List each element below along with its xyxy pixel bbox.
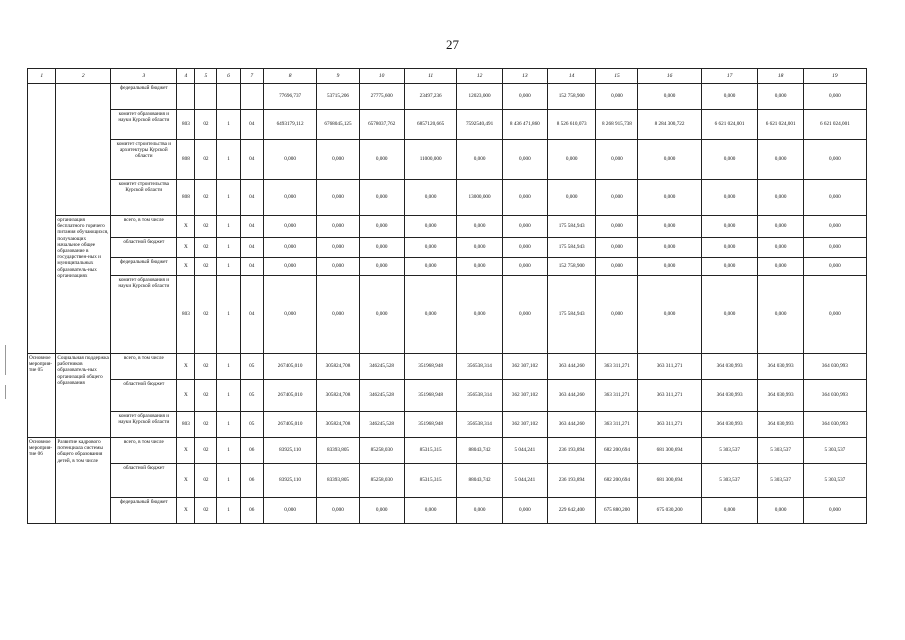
header-cell: 1 [28,69,56,84]
table-cell: 362 307,102 [502,380,547,412]
table-cell: 0,000 [596,180,638,216]
table-cell: 305824,708 [317,354,359,380]
table-cell: 0,000 [803,238,866,258]
header-cell: 17 [701,69,758,84]
table-cell: 6493179,112 [263,110,317,140]
table-cell: 229 642,400 [547,498,595,524]
funding-source-cell: комитет строительства и архитектуры Курской области [111,140,177,180]
table-row [28,216,867,238]
table-cell: 0,000 [638,140,701,180]
header-cell: 3 [111,69,177,84]
table-cell: 6 621 024,001 [701,110,758,140]
table-cell: 0,000 [701,276,758,354]
table-cell: 8 526 610,073 [547,110,595,140]
table-cell: 0,000 [758,276,803,354]
table-cell: 1 [217,180,240,216]
table-cell: 351968,948 [404,412,457,438]
header-cell: 15 [596,69,638,84]
table-cell: Х [177,216,195,238]
table-cell: 346245,528 [359,380,404,412]
table-cell: 236 193,894 [547,438,595,464]
table-row [28,354,867,380]
table-cell: 5 044,241 [502,438,547,464]
table-cell: 0,000 [263,216,317,238]
table-cell: 0,000 [359,238,404,258]
table-cell: 02 [195,258,217,276]
table-cell: 0,000 [404,258,457,276]
funding-source-cell: федеральный бюджет [111,498,177,524]
table-cell: 0,000 [596,216,638,238]
table-cell: 267405,010 [263,380,317,412]
table-cell: 8 268 915,738 [596,110,638,140]
header-cell: 5 [195,69,217,84]
table-cell: 02 [195,180,217,216]
table-cell: 0,000 [701,238,758,258]
table-cell: 152 758,900 [547,258,595,276]
table-cell: 681 300,694 [638,464,701,498]
table-cell: 0,000 [359,258,404,276]
activity-cell: Социальная поддержка работников образователь-ных организаций общего образования [56,354,111,438]
table-cell: 1 [217,110,240,140]
table-cell: 0,000 [317,276,359,354]
table-cell: 02 [195,380,217,412]
table-cell: 364 030,993 [758,354,803,380]
table-cell: 5 303,537 [758,464,803,498]
header-row [28,69,867,84]
table-cell: 02 [195,464,217,498]
table-cell: Х [177,354,195,380]
table-cell: 1 [217,258,240,276]
table-cell: 0,000 [263,180,317,216]
table-cell: 0,000 [359,180,404,216]
table-cell: 1 [217,498,240,524]
table-cell: 0,000 [638,180,701,216]
table-cell: 0,000 [359,498,404,524]
table-cell: 363 311,271 [596,380,638,412]
table-cell: 363 311,271 [596,354,638,380]
table-cell: 267405,010 [263,354,317,380]
table-cell: 7592540,491 [457,110,502,140]
table-cell: 0,000 [317,140,359,180]
table-cell: 0,000 [404,238,457,258]
table-cell: Х [177,464,195,498]
table-cell: 0,000 [359,276,404,354]
table-cell: 88043,742 [457,438,502,464]
table-cell: 351968,948 [404,354,457,380]
table-cell: 12023,000 [457,84,502,110]
table-cell: 02 [195,276,217,354]
header-cell: 13 [502,69,547,84]
table-cell: 0,000 [404,216,457,238]
table-cell: 06 [240,498,263,524]
table-cell: 363 444,260 [547,380,595,412]
table-cell: 364 030,993 [758,380,803,412]
table-cell: 351968,948 [404,380,457,412]
table-cell: 0,000 [502,238,547,258]
table-cell: 675 030,200 [638,498,701,524]
header-cell: 9 [317,69,359,84]
header-cell: 18 [758,69,803,84]
table-cell: 0,000 [803,216,866,238]
header-cell: 12 [457,69,502,84]
table-cell: 5 303,537 [803,438,866,464]
table-cell: 0,000 [596,258,638,276]
table-cell: 305824,708 [317,380,359,412]
table-cell: 6 621 024,001 [758,110,803,140]
table-cell: 83925,110 [263,464,317,498]
table-cell: 0,000 [457,216,502,238]
table-cell: 0,000 [596,84,638,110]
table-cell: 06 [240,438,263,464]
table-cell: 77696,737 [263,84,317,110]
table-cell: 02 [195,238,217,258]
table-cell: 1 [217,354,240,380]
table-cell: 0,000 [317,498,359,524]
table-cell: 0,000 [263,276,317,354]
table-cell: 0,000 [638,258,701,276]
table-cell: 13000,000 [457,180,502,216]
table-cell: 1 [217,438,240,464]
table-cell: 85258,030 [359,438,404,464]
table-cell: 362 307,102 [502,412,547,438]
header-cell: 14 [547,69,595,84]
table-cell: 0,000 [547,180,595,216]
table-cell: 05 [240,354,263,380]
table-cell: 0,000 [263,140,317,180]
table-cell: 364 030,993 [803,354,866,380]
table-cell: 363 444,260 [547,354,595,380]
funding-source-cell: комитет образования и науки Курской области [111,276,177,354]
table-cell: 0,000 [758,84,803,110]
table-row [28,258,867,276]
activity-cell [56,84,111,216]
table-cell: 0,000 [404,276,457,354]
table-cell: 0,000 [502,180,547,216]
table-cell: 675 880,200 [596,498,638,524]
table-cell: 363 311,271 [638,380,701,412]
table-cell: 364 030,993 [803,380,866,412]
table-cell: 364 030,993 [701,412,758,438]
table-cell: 83393,805 [317,464,359,498]
activity-cell: организация бесплатного горячего питания обучающихся, получающих начальное общее образование в государствен-ных и муниципальных образователь-ных организациях [56,216,111,354]
table-cell: 53715,206 [317,84,359,110]
table-cell: 1 [217,380,240,412]
table-cell: 0,000 [758,216,803,238]
table-cell: 02 [195,412,217,438]
table-cell: 0,000 [263,258,317,276]
table-cell: 85258,030 [359,464,404,498]
funding-source-cell: областной бюджет [111,238,177,258]
header-cell: 8 [263,69,317,84]
funding-source-cell: всего, в том числе [111,354,177,380]
table-cell: 0,000 [502,84,547,110]
table-row [28,140,867,180]
table-cell: 23497,236 [404,84,457,110]
table-cell: 5 303,537 [701,464,758,498]
event-cell: Основное мероприя-тие 05 [28,354,56,438]
table-cell: 364 030,993 [803,412,866,438]
table-cell: 11000,000 [404,140,457,180]
table-row [28,498,867,524]
table-cell: 0,000 [502,216,547,238]
table-cell: 0,000 [758,140,803,180]
scan-margin-mark [5,385,6,399]
table-cell: 0,000 [457,498,502,524]
page-number: 27 [446,37,459,52]
table-cell: 04 [240,258,263,276]
table-cell: Х [177,498,195,524]
table-cell: 364 030,993 [758,412,803,438]
table-cell: 0,000 [803,180,866,216]
table-cell: 364 030,993 [701,380,758,412]
table-cell: 04 [240,238,263,258]
table-cell: 236 193,894 [547,464,595,498]
table-cell: 0,000 [803,258,866,276]
table-cell: 0,000 [502,276,547,354]
table-cell: 0,000 [547,140,595,180]
table-cell: 803 [177,276,195,354]
table-cell: 8 436 471,860 [502,110,547,140]
table-cell: 6578037,762 [359,110,404,140]
table-cell: 808 [177,140,195,180]
table-cell: 682 200,694 [596,464,638,498]
table-cell: 0,000 [758,498,803,524]
table-cell: 04 [240,140,263,180]
table-cell: 02 [195,498,217,524]
table-cell: 0,000 [596,140,638,180]
event-cell: Основное мероприя-тие 06 [28,438,56,524]
table-cell: 02 [195,354,217,380]
header-cell: 2 [56,69,111,84]
table-cell: 0,000 [701,258,758,276]
table-cell: 364 030,993 [701,354,758,380]
table-cell: 1 [217,140,240,180]
table-row [28,438,867,464]
table-cell: 175 584,943 [547,276,595,354]
table-cell: 0,000 [457,276,502,354]
table-cell: 0,000 [701,180,758,216]
table-cell [195,84,217,110]
table-cell: 05 [240,380,263,412]
table-row [28,238,867,258]
table-cell [240,84,263,110]
table-cell: 0,000 [701,84,758,110]
table-cell: 6768045,125 [317,110,359,140]
table-cell: 0,000 [263,498,317,524]
table-cell: 152 758,900 [547,84,595,110]
table-row [28,276,867,354]
table-cell: 85315,315 [404,464,457,498]
table-cell: Х [177,238,195,258]
table-cell: 0,000 [758,180,803,216]
table-cell: 1 [217,412,240,438]
table-cell: 0,000 [701,498,758,524]
table-cell: 0,000 [317,216,359,238]
table-cell: 04 [240,110,263,140]
table-row [28,180,867,216]
table-cell: 0,000 [404,180,457,216]
table-cell: 5 044,241 [502,464,547,498]
header-cell: 7 [240,69,263,84]
table-cell: 0,000 [803,276,866,354]
table-cell: 1 [217,464,240,498]
scan-margin-mark [5,345,6,375]
header-cell: 16 [638,69,701,84]
header-cell: 11 [404,69,457,84]
table-cell: 0,000 [803,84,866,110]
funding-source-cell: всего, в том числе [111,216,177,238]
table-cell: 346245,528 [359,354,404,380]
header-cell: 4 [177,69,195,84]
funding-source-cell: областной бюджет [111,380,177,412]
table-cell: 6857120,665 [404,110,457,140]
table-cell: 0,000 [638,276,701,354]
funding-source-cell: комитет образования и науки Курской области [111,110,177,140]
table-cell: 0,000 [803,140,866,180]
table-cell: 363 311,271 [638,412,701,438]
table-cell: 1 [217,238,240,258]
table-cell: 808 [177,180,195,216]
header-cell: 19 [803,69,866,84]
table-cell: 06 [240,464,263,498]
table-cell: 0,000 [457,140,502,180]
table-cell: 803 [177,412,195,438]
table-cell: 0,000 [803,498,866,524]
table-cell: 0,000 [457,258,502,276]
table-cell: 85315,315 [404,438,457,464]
table-cell: 346245,528 [359,412,404,438]
table-cell: 8 284 300,722 [638,110,701,140]
table-cell: 88043,742 [457,464,502,498]
table-cell: 0,000 [359,140,404,180]
table-cell: 175 584,943 [547,238,595,258]
table-cell: 0,000 [404,498,457,524]
funding-source-cell: федеральный бюджет [111,84,177,110]
table-cell: 83393,805 [317,438,359,464]
table-cell: 356538,314 [457,354,502,380]
table-cell: 0,000 [758,258,803,276]
table-cell: 83925,110 [263,438,317,464]
table-cell: 0,000 [457,238,502,258]
header-cell: 6 [217,69,240,84]
table-cell: 803 [177,110,195,140]
table-cell: 5 303,537 [701,438,758,464]
table-cell: 04 [240,276,263,354]
table-cell: 1 [217,276,240,354]
table-cell: 356538,314 [457,380,502,412]
table-cell: 02 [195,140,217,180]
table-cell: 02 [195,216,217,238]
activity-cell: Развитие кадрового потенциала системы общего образования детей, в том числе [56,438,111,524]
table-cell: 5 303,537 [803,464,866,498]
table-row [28,464,867,498]
table-cell [177,84,195,110]
table-row [28,84,867,110]
table-cell: 0,000 [502,258,547,276]
table-cell: 175 584,943 [547,216,595,238]
table-cell: 05 [240,412,263,438]
funding-source-cell: федеральный бюджет [111,258,177,276]
table-cell: 0,000 [701,216,758,238]
table-cell: 0,000 [758,238,803,258]
table-cell: 5 303,537 [758,438,803,464]
table-cell: 0,000 [596,238,638,258]
table-cell: 681 300,694 [638,438,701,464]
table-cell: 02 [195,438,217,464]
funding-source-cell: областной бюджет [111,464,177,498]
table-cell: 6 621 024,001 [803,110,866,140]
table-row [28,110,867,140]
table-cell: 356538,314 [457,412,502,438]
budget-table [27,68,867,524]
table-cell: 0,000 [701,140,758,180]
table-cell: 0,000 [317,258,359,276]
table-cell: Х [177,380,195,412]
table-cell: 363 444,260 [547,412,595,438]
table-cell: 267405,010 [263,412,317,438]
table-cell [217,84,240,110]
table-row [28,380,867,412]
table-row [28,412,867,438]
table-cell: 04 [240,216,263,238]
table-cell: 0,000 [638,238,701,258]
table-cell: 362 307,102 [502,354,547,380]
funding-source-cell: комитет образования и науки Курской области [111,412,177,438]
table-cell: 682 200,694 [596,438,638,464]
table-cell: 0,000 [596,276,638,354]
table-cell: 04 [240,180,263,216]
funding-source-cell: всего, в том числе [111,438,177,464]
header-cell: 10 [359,69,404,84]
table-cell: 363 311,271 [596,412,638,438]
table-cell: 0,000 [502,140,547,180]
table-cell: 0,000 [638,84,701,110]
table-cell: Х [177,258,195,276]
table-cell: 0,000 [317,238,359,258]
table-cell: 363 311,271 [638,354,701,380]
table-cell: 02 [195,110,217,140]
table-cell: 27775,600 [359,84,404,110]
table-cell: 0,000 [502,498,547,524]
event-cell [28,84,56,354]
table-cell: 0,000 [638,216,701,238]
funding-source-cell: комитет строительства Курской области [111,180,177,216]
table-cell: 0,000 [359,216,404,238]
table-cell: 0,000 [263,238,317,258]
table-cell: Х [177,438,195,464]
table-cell: 1 [217,216,240,238]
table-cell: 0,000 [317,180,359,216]
table-cell: 305824,708 [317,412,359,438]
